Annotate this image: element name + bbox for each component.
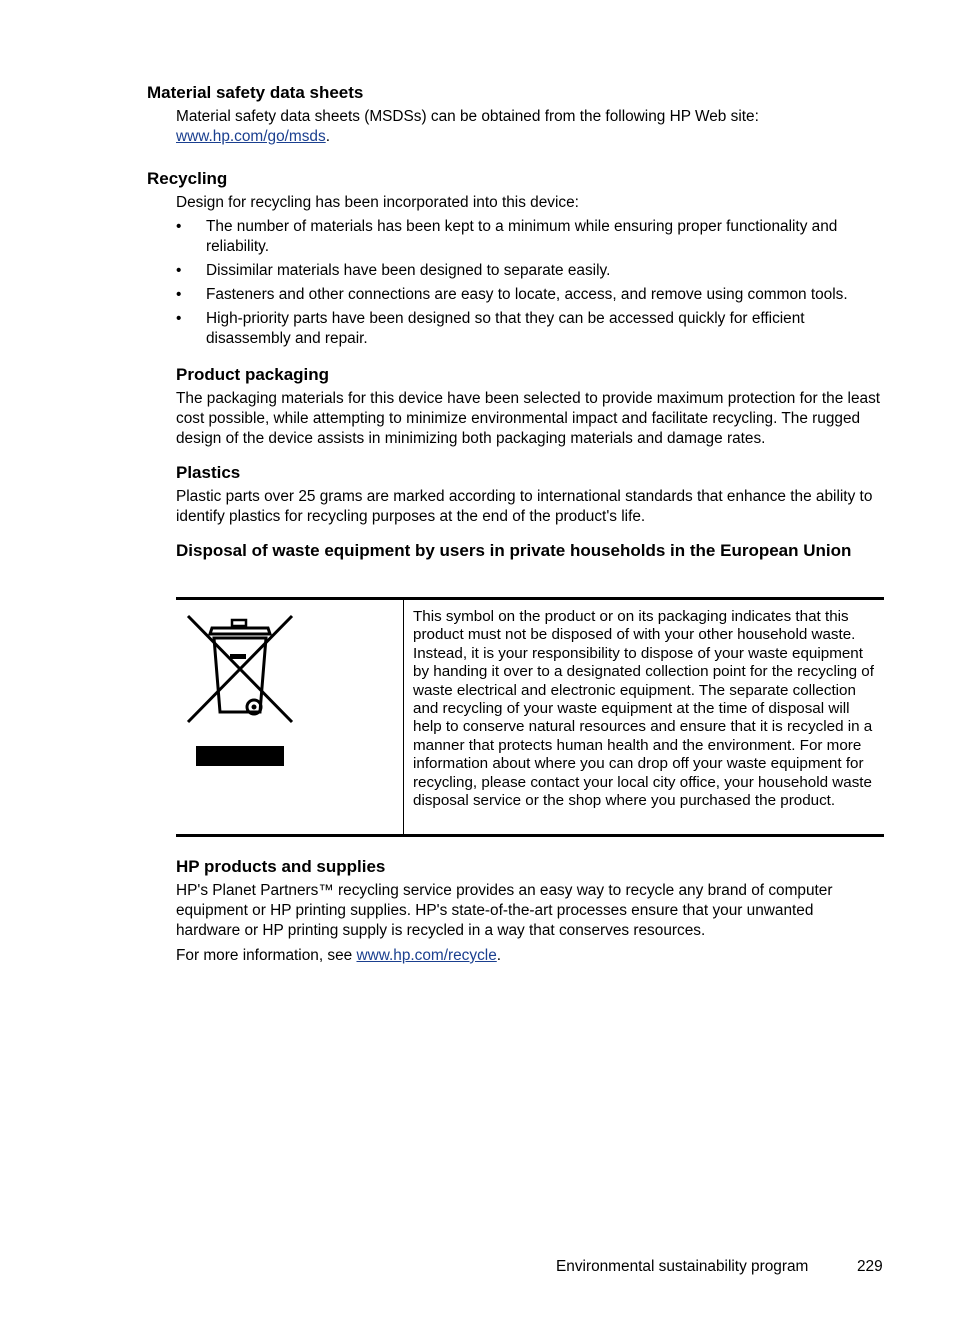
list-item (176, 217, 888, 257)
recycling-heading: Recycling (147, 169, 228, 188)
footer-section-title: Environmental sustainability program (556, 1258, 809, 1275)
packaging-text: The packaging materials for this device have been selected to provide maximum protection for the least cost possible, while attempting to minimize environmental impact and facilitate recycling. The rugged design of the device assists in minimizing both packaging materials and damage rates. (176, 390, 881, 447)
msds-link-period: . (325, 128, 330, 145)
bullet-marker: • (176, 262, 182, 279)
disposal-heading: Disposal of waste equipment by users in private households in the European Union (176, 541, 852, 560)
list-item-text: Dissimilar materials have been designed to separate easily. (206, 262, 611, 279)
recycle-link[interactable]: www.hp.com/recycle (356, 947, 497, 964)
plastics-text: Plastic parts over 25 grams are marked according to international standards that enhance the ability to identify plastics for recycling purposes at the end of the product's life. (176, 488, 873, 525)
weee-symbol-cell (176, 600, 404, 834)
bullet-marker: • (176, 310, 182, 327)
list-item (176, 261, 888, 281)
msds-link[interactable]: www.hp.com/go/msds (176, 128, 326, 145)
list-item (176, 285, 888, 305)
list-item-text: Fasteners and other connections are easy to locate, access, and remove using common tools. (206, 286, 848, 303)
list-item-text: High-priority parts have been designed so that they can be accessed quickly for efficient disassembly and repair. (206, 310, 805, 347)
hp-products-heading: HP products and supplies (176, 857, 386, 876)
more-info-suffix: . (496, 947, 502, 964)
packaging-heading: Product packaging (176, 365, 330, 384)
more-info-prefix: For more information, see (176, 947, 357, 964)
recycling-bullet-list (176, 217, 888, 353)
msds-text-body: Material safety data sheets (MSDSs) can be obtained from the following HP Web site: (176, 108, 759, 125)
table-row (176, 600, 884, 834)
bullet-marker: • (176, 218, 182, 235)
msds-text (176, 107, 876, 147)
footer-page-number: 229 (857, 1258, 883, 1275)
msds-heading: Material safety data sheets (147, 83, 364, 102)
recycling-intro: Design for recycling has been incorporated into this device: (176, 194, 579, 211)
plastics-heading: Plastics (176, 463, 241, 482)
weee-table-container (176, 597, 884, 837)
crossed-out-wheelie-bin-icon (184, 612, 296, 770)
hp-products-more-info (176, 946, 501, 966)
list-item-text: The number of materials has been kept to a minimum while ensuring proper functionality and reliability. (206, 218, 838, 255)
weee-table (176, 600, 884, 834)
hp-products-text: HP's Planet Partners™ recycling service provides an easy way to recycle any brand of computer equipment or HP printing supplies. HP's state-of-the-art processes ensure that your unwanted hardware or HP printing supply is recycled in a way that conserves resources. (176, 882, 833, 939)
bullet-marker: • (176, 286, 182, 303)
table-bottom-rule (176, 834, 884, 837)
weee-text-cell: This symbol on the product or on its packaging indicates that this product must not be disposed of with your other household waste. Instead, it is your responsibility to dispose of your waste equipment by handing it over to a designated collection point for the recycling of waste electrical and electronic equipment. The separate collection and recycling of your waste equipment at the time of disposal will help to conserve natural resources and ensure that it is recycled in a manner that protects human health and the environment. For more information about where you can drop off your waste equipment for recycling, please contact your local city office, your household waste disposal service or the shop where you purchased the product. (413, 608, 874, 810)
list-item (176, 309, 888, 349)
